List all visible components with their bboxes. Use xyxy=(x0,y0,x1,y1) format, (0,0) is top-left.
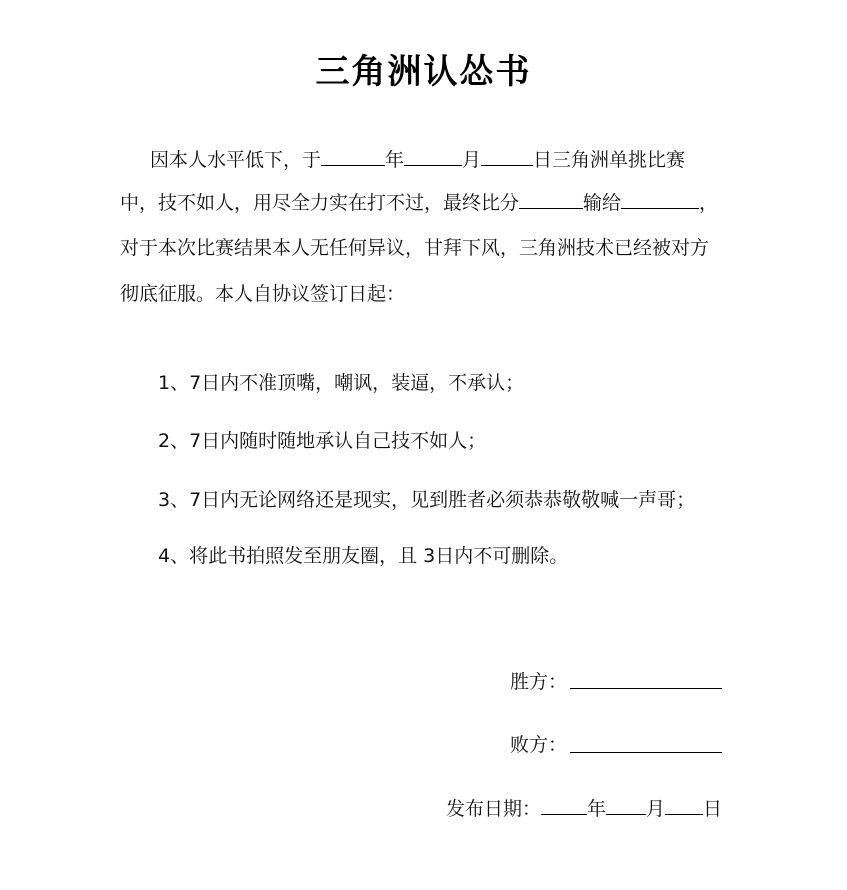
winner-signature-line[interactable] xyxy=(570,687,722,689)
rule-item-2: 2、7日内随时随地承认自己技不如人； xyxy=(158,430,487,452)
rule-item-4: 4、将此书拍照发至朋友圈，且 3日内不可删除。 xyxy=(158,545,569,567)
loser-label: 败方： xyxy=(510,734,568,756)
score-blank[interactable] xyxy=(519,190,583,209)
rule-item-3: 3、7日内无论网络还是现实，见到胜者必须恭恭敬敬喊一声哥； xyxy=(158,489,696,511)
publish-date-label: 发布日期： xyxy=(446,798,542,820)
year-blank[interactable] xyxy=(321,147,385,166)
publish-date-day: 日 xyxy=(703,798,723,820)
body-line-2-end: ， xyxy=(699,192,719,214)
body-line-1-year: 年 xyxy=(385,149,405,171)
winner-label: 胜方： xyxy=(510,671,568,693)
body-line-2-lose-to: 输给 xyxy=(583,192,622,214)
body-line-1-day: 日三角洲单挑比赛 xyxy=(533,149,686,171)
body-line-4: 彻底征服。本人自协议签订日起： xyxy=(120,283,406,305)
month-blank[interactable] xyxy=(404,147,462,166)
body-line-2 xyxy=(120,190,720,214)
body-line-2-start: 中，技不如人，用尽全力实在打不过，最终比分 xyxy=(120,192,520,214)
publish-year-blank[interactable] xyxy=(541,796,587,815)
day-blank[interactable] xyxy=(481,147,533,166)
opponent-blank[interactable] xyxy=(621,190,699,209)
publish-date-month: 月 xyxy=(646,798,666,820)
body-line-1-start: 因本人水平低下，于 xyxy=(150,149,322,171)
body-line-3: 对于本次比赛结果本人无任何异议，甘拜下风，三角洲技术已经被对方 xyxy=(120,237,710,259)
publish-date-year: 年 xyxy=(587,798,607,820)
body-line-1-month: 月 xyxy=(462,149,482,171)
rule-item-1: 1、7日内不准顶嘴，嘲讽，装逼，不承认； xyxy=(158,372,525,394)
body-line-1 xyxy=(150,147,750,171)
document-title: 三角洲认怂书 xyxy=(315,52,532,92)
loser-signature-line[interactable] xyxy=(570,751,722,753)
publish-month-blank[interactable] xyxy=(606,796,646,815)
publish-day-blank[interactable] xyxy=(665,796,703,815)
publish-date-row xyxy=(446,796,722,820)
